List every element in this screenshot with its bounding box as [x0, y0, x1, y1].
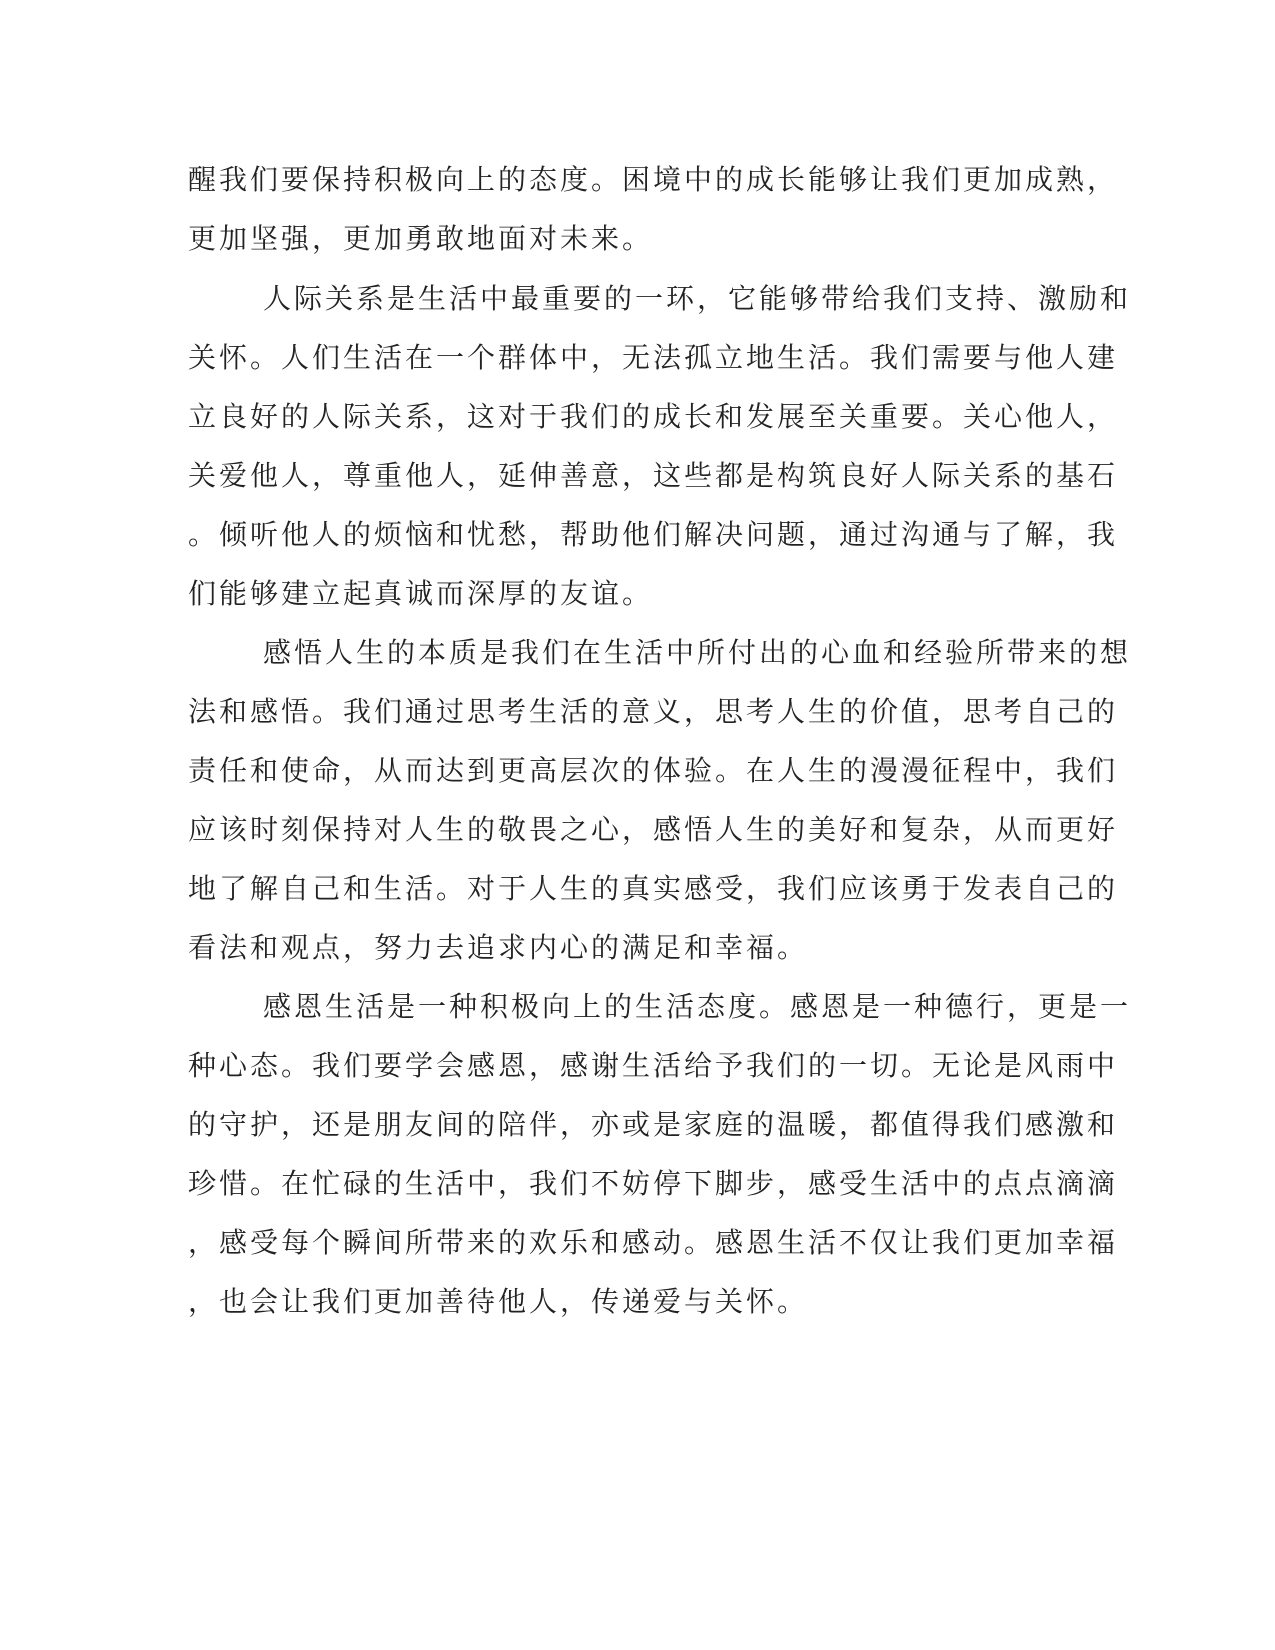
text-line: 醒我们要保持积极向上的态度。困境中的成长能够让我们更加成熟，	[188, 163, 1119, 196]
text-line: 们能够建立起真诚而深厚的友谊。	[188, 577, 654, 610]
text-line: 应该时刻保持对人生的敬畏之心，感悟人生的美好和复杂，从而更好	[188, 813, 1119, 846]
text-line: 关爱他人，尊重他人，延伸善意，这些都是构筑良好人际关系的基石	[188, 459, 1119, 492]
text-line: 看法和观点，努力去追求内心的满足和幸福。	[188, 931, 809, 964]
text-line: ，感受每个瞬间所带来的欢乐和感动。感恩生活不仅让我们更加幸福	[188, 1226, 1119, 1259]
text-line: 珍惜。在忙碌的生活中，我们不妨停下脚步，感受生活中的点点滴滴	[188, 1167, 1119, 1200]
text-line: 感恩生活是一种积极向上的生活态度。感恩是一种德行，更是一	[263, 990, 1132, 1023]
text-line: 人际关系是生活中最重要的一环，它能够带给我们支持、激励和	[263, 282, 1132, 315]
text-line: ，也会让我们更加善待他人，传递爱与关怀。	[188, 1285, 809, 1318]
text-line: 感悟人生的本质是我们在生活中所付出的心血和经验所带来的想	[263, 636, 1132, 669]
text-line: 地了解自己和生活。对于人生的真实感受，我们应该勇于发表自己的	[188, 872, 1119, 905]
text-line: 法和感悟。我们通过思考生活的意义，思考人生的价值，思考自己的	[188, 695, 1119, 728]
text-line: 。倾听他人的烦恼和忧愁，帮助他们解决问题，通过沟通与了解，我	[188, 518, 1119, 551]
text-line: 责任和使命，从而达到更高层次的体验。在人生的漫漫征程中，我们	[188, 754, 1119, 787]
text-line: 立良好的人际关系，这对于我们的成长和发展至关重要。关心他人，	[188, 400, 1119, 433]
text-line: 的守护，还是朋友间的陪伴，亦或是家庭的温暖，都值得我们感激和	[188, 1108, 1119, 1141]
text-line: 关怀。人们生活在一个群体中，无法孤立地生活。我们需要与他人建	[188, 341, 1119, 374]
text-line: 更加坚强，更加勇敢地面对未来。	[188, 222, 654, 255]
text-line: 种心态。我们要学会感恩，感谢生活给予我们的一切。无论是风雨中	[188, 1049, 1119, 1082]
